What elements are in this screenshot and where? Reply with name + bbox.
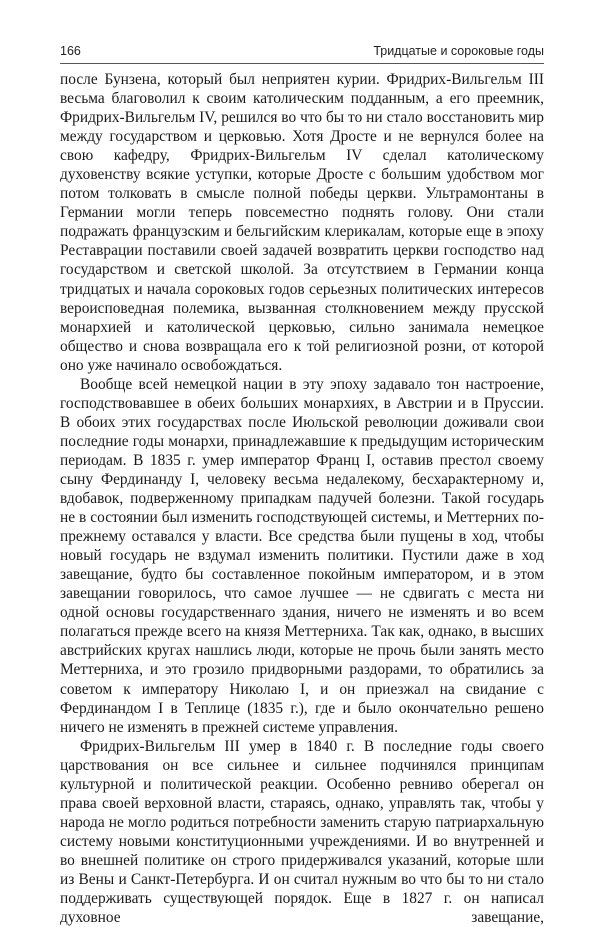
running-title: Тридцатые и сороковые годы	[373, 44, 544, 58]
page-number: 166	[60, 44, 81, 58]
paragraph-continuation: после Бунзена, который был неприятен курии. Фридрих-Вильгельм III весьма благоволил к своим католическим подданным, а его преемник, Фридрих-Вильгельм IV, решился во что бы то ни стало восстановить мир между государством и церковью. Хотя Дросте и не вернулся более на свою кафедру, Фридрих-Вильгельм IV сделал католическому духовенству всякие уступки, которые Дросте с большим удобством мог потом толковать в смысле полной победы церкви. Ультрамонтаны в Германии могли теперь повсеместно поднять голову. Они стали подражать французским и бельгийским клерикалам, которые еще в эпоху Реставрации поставили своей задачей возвратить церкви господство над государством и светской школой. За отсутствием в Германии конца тридцатых и начала сороковых годов серьезных политических интересов вероисповедная полемика, вызванная столкновением между прусской монархией и католической церковью, сильно занимала немецкое общество и снова возвращала его к той религиозной розни, от которой оно уже начинало освобождаться.	[60, 71, 544, 374]
body-text	[60, 70, 544, 927]
paragraph-friedrich-wilhelm-iii: Фридрих-Вильгельм III умер в 1840 г. В последние годы своего царствования он все сильнее и сильнее подчинялся принципам культурной и политической реакции. Особенно ревниво оберегал он права своей верховной власти, стараясь, однако, управлять так, чтобы у народа не могло родиться потребности заменить старую патриархальную систему новыми конституционными учреждениями. И во внутренней и во внешней политике он строго придерживался указаний, которые шли из Вены и Санкт-Петербурга. И он считал нужным во что бы то ни стало поддерживать существующей порядок. Еще в 1827 г. он написал духовное завещание,	[60, 737, 544, 927]
running-header	[60, 44, 544, 64]
book-page	[60, 44, 544, 927]
paragraph-austria-prussia: Вообще всей немецкой нации в эту эпоху задавало тон настроение, господствовавшее в обеих больших монархиях, в Австрии и в Пруссии. В обоих этих государствах после Июльской революции доживали свои последние годы монархи, принадлежавшие к предыдущим историческим периодам. В 1835 г. умер император Франц I, оставив престол своему сыну Фердинанду I, человеку весьма недалекому, бесхарактерному и, вдобавок, подверженному припадкам падучей болезни. Такой государь не в состоянии был изменить господствующей системы, и Меттерних по-прежнему оставался у власти. Все средства были пущены в ход, чтобы новый государь не вздумал изменить политики. Пустили даже в ход завещание, будто бы составленное покойным императором, и в этом завещании говорилось, что самое лучшее — не сдвигать с места ни одной основы государственнаго здания, ничего не изменять и во всем полагаться прежде всего на князя Меттерниха. Так как, однако, в высших австрийских кругах нашлись люди, которые не прочь были занять место Меттерниха, и это грозило придворными раздорами, то обратились за советом к императору Николаю I, и он приезжал на свидание с Фердинандом I в Теплице (1835 г.), где и было окончательно решено ничего не изменять в прежней системе управления.	[60, 375, 544, 736]
